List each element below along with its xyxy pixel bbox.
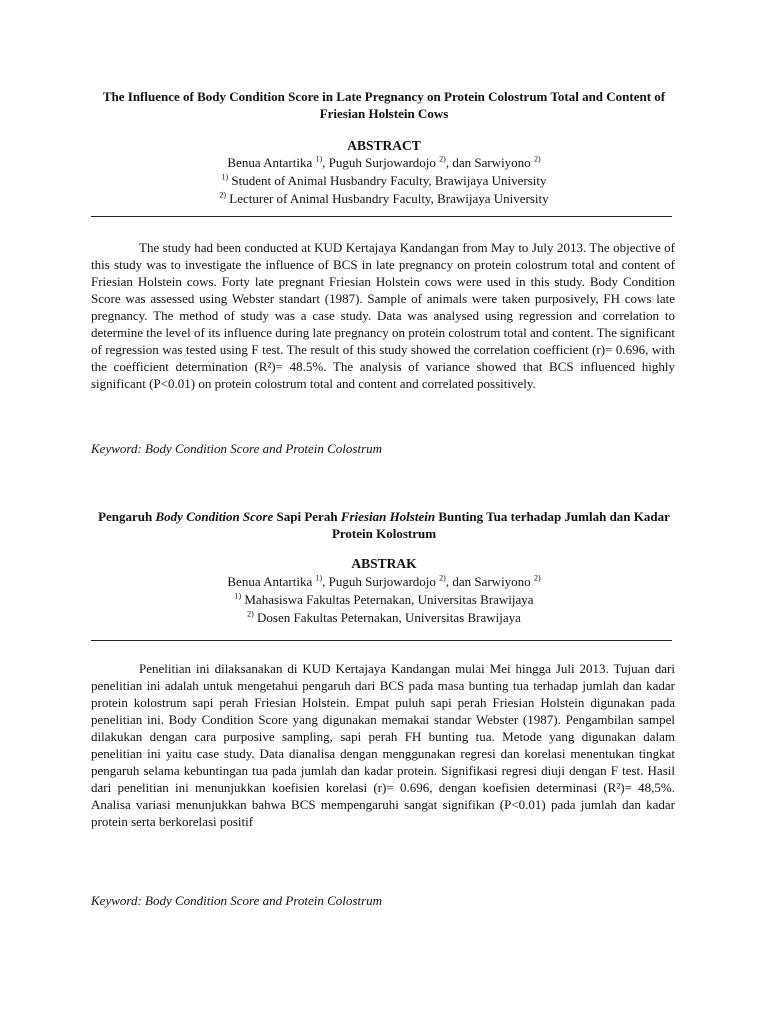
english-divider bbox=[91, 216, 672, 217]
english-abstract-heading: ABSTRACT bbox=[347, 138, 421, 153]
indonesian-abstract-heading: ABSTRAK bbox=[351, 556, 417, 571]
english-authors: Benua Antartika $^{1)}$, Puguh Surjowardojo $^{2)}$, dan Sarwiyono $^{2)}$ bbox=[227, 154, 541, 170]
english-author-block bbox=[90, 154, 678, 208]
english-title: The Influence of Body Condition Score in Late Pregnancy on Protein Colostrum Total and Content of Friesian Holstein Cows bbox=[102, 89, 666, 121]
indonesian-keyword: Keyword: Body Condition Score and Protein Colostrum bbox=[91, 893, 383, 908]
indonesian-affiliation-2: $^{2)}$ Dosen Fakultas Peternakan, Universitas Brawijaya bbox=[247, 609, 521, 625]
english-abstract-text: The study had been conducted at KUD Kertajaya Kandangan from May to July 2013. The objective of this study was to investigate the influence of BCS in late pregnancy on protein colostrum total and content of Friesian Holstein cows. Forty late pregnant Friesian Holstein cows were used in this study. Body Condition Score was assessed using Webster standart (1987). Sample of animals were taken purposively, FH cows late pregnancy. The method of study was a case study. Data was analysed using regression and correlation to determine the level of its influence during late pregnancy on protein colostrum total and content. The significant of regression was tested using F test. The result of this study showed the correlation coefficient (r)= 0.696, with the coefficient determination (R²)= 48.5%. The analysis of variance showed that BCS influenced highly significant (P<0.01) on protein colostrum total and content and correlated possitively. bbox=[91, 240, 675, 391]
indonesian-authors: Benua Antartika $^{1)}$, Puguh Surjowardojo $^{2)}$, dan Sarwiyono $^{2)}$ bbox=[227, 573, 541, 589]
indonesian-divider bbox=[91, 640, 672, 641]
indonesian-title: Pengaruh Body Condition Score Sapi Perah Friesian Holstein Bunting Tua terhadap Jumlah dan Kadar Protein Kolostrum bbox=[98, 509, 670, 541]
indonesian-abstract-text: Penelitian ini dilaksanakan di KUD Kertajaya Kandangan mulai Mei hingga Juli 2013. Tujuan dari penelitian ini adalah untuk mengetahui pengaruh dari BCS pada masa bunting tua terhadap jumlah dan kadar protein kolostrum sapi perah Friesian Holstein. Empat puluh sapi perah Friesian Holstein digunakan pada penelitian ini. Body Condition Score yang digunakan memakai standar Webster (1987). Pengambilan sampel dilakukan dengan cara purposive sampling, sapi perah FH bunting tua. Metode yang digunakan dalam penelitian ini yaitu case study. Data dianalisa dengan menggunakan regresi dan korelasi menentukan tingkat pengaruh selama kebuntingan tua pada jumlah dan kadar protein. Signifikasi regresi diuji dengan F test. Hasil dari penelitian ini menunjukkan koefisien korelasi (r)= 0.696, dengan koefisien determinasi (R²)= 48,5%. Analisa variasi menunjukkan bahwa BCS mempengaruhi sangat signifikan (P<0.01) pada jumlah dan kadar protein serta berkorelasi positif bbox=[91, 661, 675, 829]
english-affiliation-1: $^{1)}$ Student of Animal Husbandry Faculty, Brawijaya University bbox=[221, 172, 547, 188]
indonesian-author-block bbox=[90, 573, 678, 627]
english-affiliation-2: $^{2)}$ Lecturer of Animal Husbandry Faculty, Brawijaya University bbox=[219, 190, 549, 206]
indonesian-affiliation-1: $^{1)}$ Mahasiswa Fakultas Peternakan, Universitas Brawijaya bbox=[234, 591, 534, 607]
english-keyword: Keyword: Body Condition Score and Protein Colostrum bbox=[91, 441, 383, 456]
